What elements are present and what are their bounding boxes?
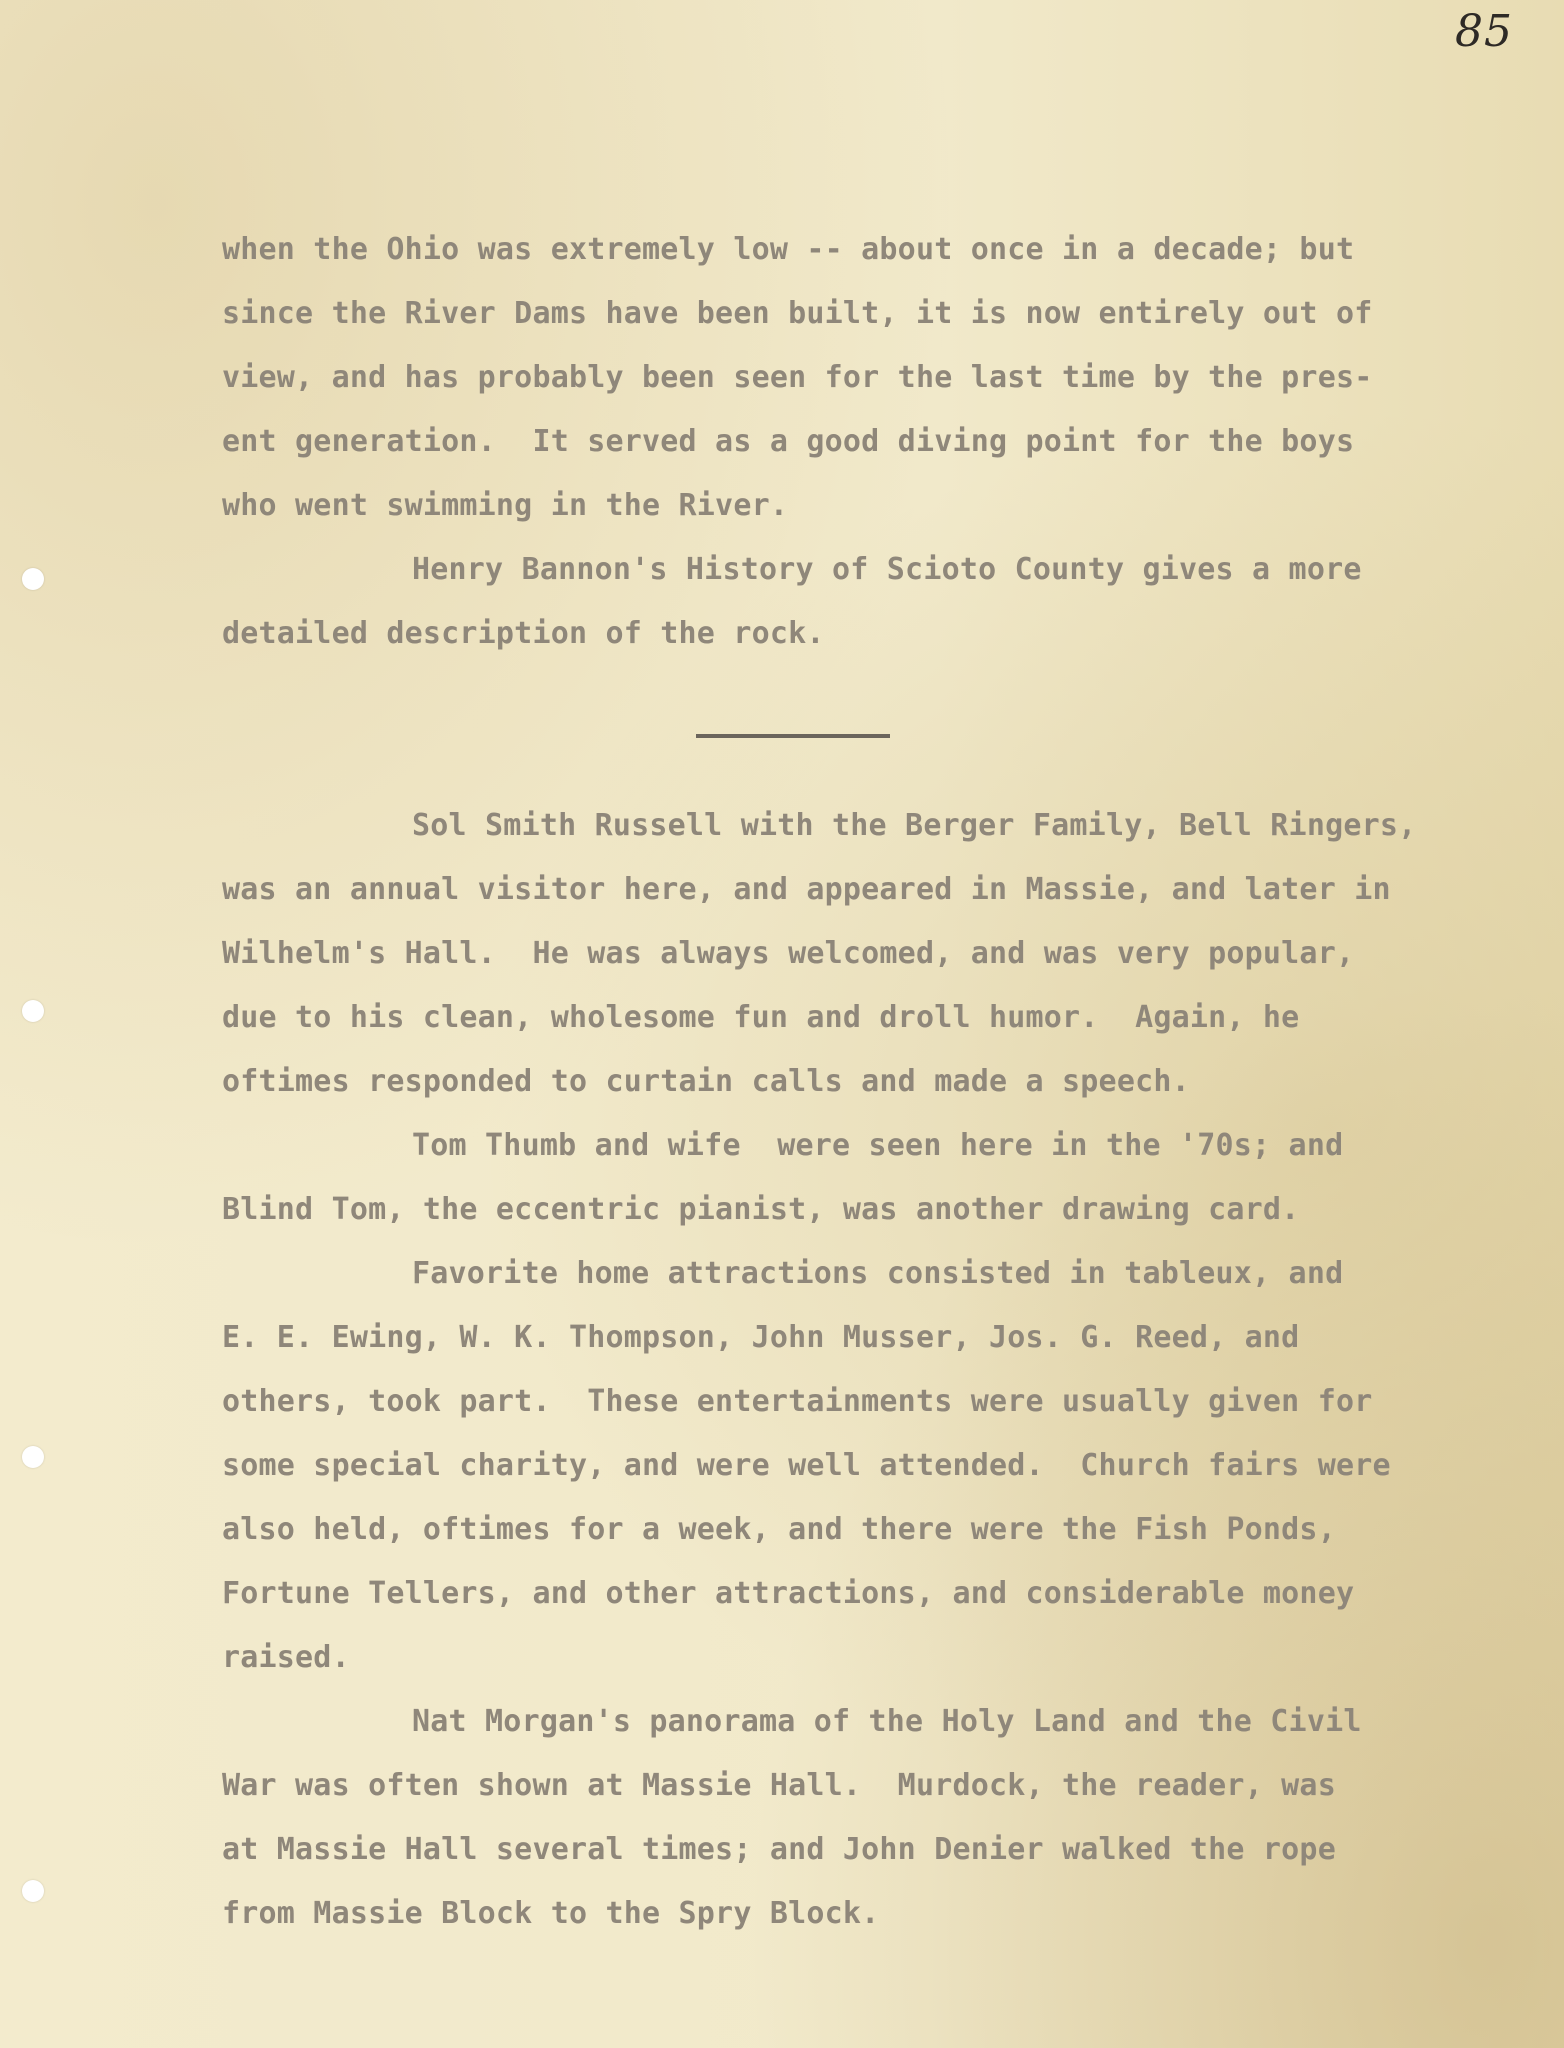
text-line: E. E. Ewing, W. K. Thompson, John Musser, Jos. G. Reed, and	[222, 1320, 1300, 1355]
text-line: raised.	[222, 1640, 350, 1675]
typed-text-body	[222, 218, 1462, 1946]
text-line: Favorite home attractions consisted in tableux, and	[412, 1256, 1344, 1291]
text-line: from Massie Block to the Spry Block.	[222, 1896, 880, 1931]
text-line: when the Ohio was extremely low -- about once in a decade; but	[222, 232, 1355, 267]
text-line: War was often shown at Massie Hall. Murdock, the reader, was	[222, 1768, 1336, 1803]
text-line: Sol Smith Russell with the Berger Family, Bell Ringers,	[412, 808, 1417, 843]
text-line: was an annual visitor here, and appeared in Massie, and later in	[222, 872, 1391, 907]
text-line: ent generation. It served as a good diving point for the boys	[222, 424, 1355, 459]
text-line: Blind Tom, the eccentric pianist, was another drawing card.	[222, 1192, 1300, 1227]
text-line: detailed description of the rock.	[222, 616, 825, 651]
text-line: at Massie Hall several times; and John Denier walked the rope	[222, 1832, 1336, 1867]
binder-hole	[22, 1000, 44, 1022]
text-line: others, took part. These entertainments were usually given for	[222, 1384, 1373, 1419]
text-line: since the River Dams have been built, it is now entirely out of	[222, 296, 1373, 331]
text-line: who went swimming in the River.	[222, 488, 789, 523]
section-divider	[696, 734, 890, 738]
binder-hole	[22, 568, 44, 590]
text-line: view, and has probably been seen for the last time by the pres-	[222, 360, 1373, 395]
section-gap	[222, 666, 1462, 794]
text-line: Henry Bannon's History of Scioto County gives a more	[412, 552, 1362, 587]
text-line: Tom Thumb and wife were seen here in the '70s; and	[412, 1128, 1344, 1163]
binder-hole	[22, 1446, 44, 1468]
page-number: 85	[1455, 6, 1513, 57]
text-line: Nat Morgan's panorama of the Holy Land and the Civil	[412, 1704, 1362, 1739]
text-line: Fortune Tellers, and other attractions, and considerable money	[222, 1576, 1355, 1611]
text-line: due to his clean, wholesome fun and droll humor. Again, he	[222, 1000, 1300, 1035]
binder-hole	[22, 1880, 44, 1902]
text-line: Wilhelm's Hall. He was always welcomed, and was very popular,	[222, 936, 1355, 971]
text-line: also held, oftimes for a week, and there were the Fish Ponds,	[222, 1512, 1336, 1547]
text-line: oftimes responded to curtain calls and made a speech.	[222, 1064, 1190, 1099]
text-line: some special charity, and were well attended. Church fairs were	[222, 1448, 1391, 1483]
